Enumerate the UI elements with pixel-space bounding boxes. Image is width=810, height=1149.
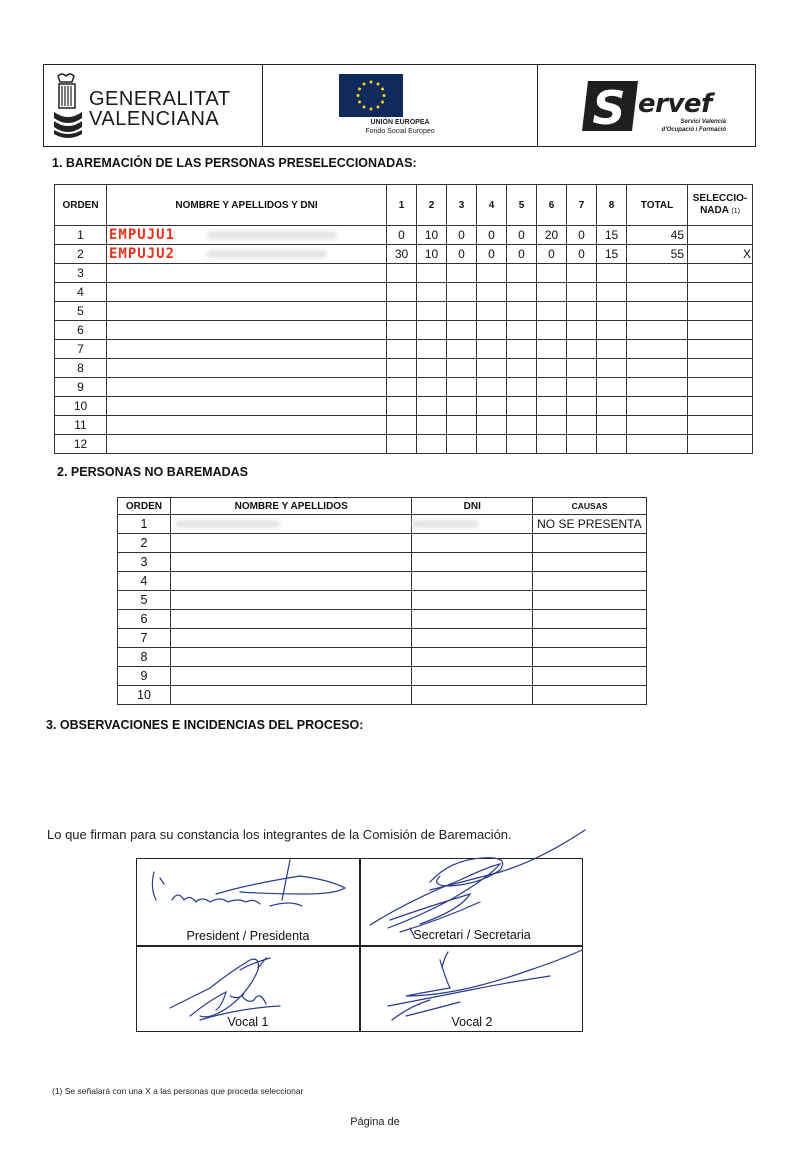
table-row xyxy=(55,302,753,321)
cell-nombre xyxy=(107,245,387,264)
cell-score-5: 0 xyxy=(507,245,537,264)
page-number: Página de xyxy=(350,1116,400,1128)
cell-seleccionada xyxy=(688,226,753,245)
table-row xyxy=(55,226,753,245)
cell-score-4: 0 xyxy=(477,226,507,245)
generalitat-crest-icon xyxy=(52,72,84,140)
cell-dni xyxy=(412,515,533,534)
col-seleccionada xyxy=(688,185,753,226)
cell-score-5: 0 xyxy=(507,226,537,245)
cell-orden: 9 xyxy=(118,667,171,686)
document-header xyxy=(43,64,756,147)
cell-orden: 9 xyxy=(55,378,107,397)
col-orden: ORDEN xyxy=(118,498,171,515)
col-orden: ORDEN xyxy=(55,185,107,226)
cell-orden: 6 xyxy=(118,610,171,629)
vocal2-label: Vocal 2 xyxy=(451,1015,493,1029)
table-row xyxy=(55,264,753,283)
valenciana-text: VALENCIANA xyxy=(89,108,220,130)
table-row xyxy=(55,340,753,359)
cell-score-4: 0 xyxy=(477,245,507,264)
secretary-label: Secretari / Secretaria xyxy=(413,928,531,942)
eu-flag-icon xyxy=(339,74,403,117)
no-baremadas-table xyxy=(117,497,647,705)
cell-orden: 3 xyxy=(55,264,107,283)
col-causas: CAUSAS xyxy=(533,498,647,515)
eu-title: UNIÓN EUROPEA xyxy=(370,119,430,126)
col-3: 3 xyxy=(447,185,477,226)
baremacion-table xyxy=(54,184,753,454)
servef-s-icon xyxy=(582,79,640,133)
table-row xyxy=(118,572,647,591)
secretary-signature xyxy=(370,830,585,936)
col-6: 6 xyxy=(537,185,567,226)
cell-nombre xyxy=(170,515,411,534)
col-2: 2 xyxy=(417,185,447,226)
cell-causa: NO SE PRESENTA xyxy=(533,515,647,534)
cell-score-7: 0 xyxy=(567,226,597,245)
cell-orden: 2 xyxy=(55,245,107,264)
section2-title: 2. PERSONAS NO BAREMADAS xyxy=(57,465,248,479)
servef-logo-cell xyxy=(538,65,755,146)
section3-title: 3. OBSERVACIONES E INCIDENCIAS DEL PROCESO: xyxy=(46,718,364,732)
president-label: President / Presidenta xyxy=(186,929,310,943)
cell-orden: 10 xyxy=(55,397,107,416)
cell-score-6: 20 xyxy=(537,226,567,245)
servef-subtitle-2: d'Ocupació i Formació xyxy=(661,127,726,133)
cell-orden: 2 xyxy=(118,534,171,553)
cell-orden: 6 xyxy=(55,321,107,340)
col-nombre: NOMBRE Y APELLIDOS Y DNI xyxy=(107,185,387,226)
footer-note: (1) Se señalará con una X a las personas que proceda seleccionar xyxy=(52,1086,304,1096)
blurred-dni xyxy=(412,520,478,528)
cell-orden: 8 xyxy=(55,359,107,378)
section1-title: 1. BAREMACIÓN DE LAS PERSONAS PRESELECCIONADAS: xyxy=(52,156,417,170)
cell-orden: 8 xyxy=(118,648,171,667)
col-4: 4 xyxy=(477,185,507,226)
table-row xyxy=(55,397,753,416)
president-signature xyxy=(152,860,345,906)
handwritten-signatures xyxy=(130,820,600,1035)
cell-score-3: 0 xyxy=(447,226,477,245)
cell-orden: 7 xyxy=(118,629,171,648)
table-row xyxy=(118,667,647,686)
cell-orden: 3 xyxy=(118,553,171,572)
col-dni: DNI xyxy=(412,498,533,515)
col-seleccionada-line1: SELECCIO- xyxy=(692,192,748,204)
table-row xyxy=(118,515,647,534)
col-total: TOTAL xyxy=(627,185,688,226)
cell-score-7: 0 xyxy=(567,245,597,264)
blurred-name xyxy=(207,250,327,258)
generalitat-text: GENERALITAT xyxy=(89,88,231,110)
col-seleccionada-note: (1) xyxy=(731,207,740,215)
table-row xyxy=(118,610,647,629)
generalitat-logo-cell xyxy=(44,65,263,146)
cell-orden: 7 xyxy=(55,340,107,359)
table-row xyxy=(118,534,647,553)
redaction-label: EMPUJU2 xyxy=(109,246,176,262)
table-row xyxy=(118,591,647,610)
table-row xyxy=(118,686,647,705)
cell-score-1: 0 xyxy=(387,226,417,245)
table-row xyxy=(55,245,753,264)
table-row xyxy=(55,378,753,397)
cell-total: 45 xyxy=(627,226,688,245)
table-row xyxy=(118,648,647,667)
table-row xyxy=(118,553,647,572)
blurred-name xyxy=(207,231,337,239)
table-row xyxy=(55,321,753,340)
col-nombre: NOMBRE Y APELLIDOS xyxy=(170,498,411,515)
cell-orden: 5 xyxy=(118,591,171,610)
cell-nombre xyxy=(107,226,387,245)
cell-orden: 5 xyxy=(55,302,107,321)
table-row xyxy=(55,416,753,435)
cell-orden: 12 xyxy=(55,435,107,454)
cell-orden: 1 xyxy=(55,226,107,245)
eu-subtitle: Fondo Social Europeo xyxy=(365,128,435,135)
cell-score-3: 0 xyxy=(447,245,477,264)
col-7: 7 xyxy=(567,185,597,226)
cell-score-8: 15 xyxy=(597,245,627,264)
cell-orden: 4 xyxy=(55,283,107,302)
table-header-row xyxy=(55,185,753,226)
col-1: 1 xyxy=(387,185,417,226)
table-header-row xyxy=(118,498,647,515)
svg-text:S: S xyxy=(592,81,626,133)
cell-orden: 10 xyxy=(118,686,171,705)
vocal1-label: Vocal 1 xyxy=(227,1015,269,1029)
eu-logo-cell xyxy=(263,65,538,146)
servef-subtitle-1: Servici Valencià xyxy=(680,119,726,125)
cell-orden: 4 xyxy=(118,572,171,591)
cell-orden: 11 xyxy=(55,416,107,435)
signatures-intro: Lo que firman para su constancia los integrantes de la Comisión de Baremación. xyxy=(47,827,512,842)
table-row xyxy=(55,435,753,454)
redaction-label: EMPUJU1 xyxy=(109,227,176,243)
cell-score-2: 10 xyxy=(417,226,447,245)
cell-seleccionada: X xyxy=(688,245,753,264)
servef-wordmark: ervef xyxy=(638,89,712,119)
col-seleccionada-line2: NADA xyxy=(700,204,729,216)
cell-score-1: 30 xyxy=(387,245,417,264)
cell-score-2: 10 xyxy=(417,245,447,264)
col-8: 8 xyxy=(597,185,627,226)
cell-score-8: 15 xyxy=(597,226,627,245)
table-row xyxy=(55,359,753,378)
col-5: 5 xyxy=(507,185,537,226)
cell-score-6: 0 xyxy=(537,245,567,264)
cell-total: 55 xyxy=(627,245,688,264)
table-row xyxy=(118,629,647,648)
vocal2-signature xyxy=(388,950,582,1020)
blurred-name xyxy=(175,520,280,528)
vocal1-signature xyxy=(170,958,280,1020)
table-row xyxy=(55,283,753,302)
cell-orden: 1 xyxy=(118,515,171,534)
